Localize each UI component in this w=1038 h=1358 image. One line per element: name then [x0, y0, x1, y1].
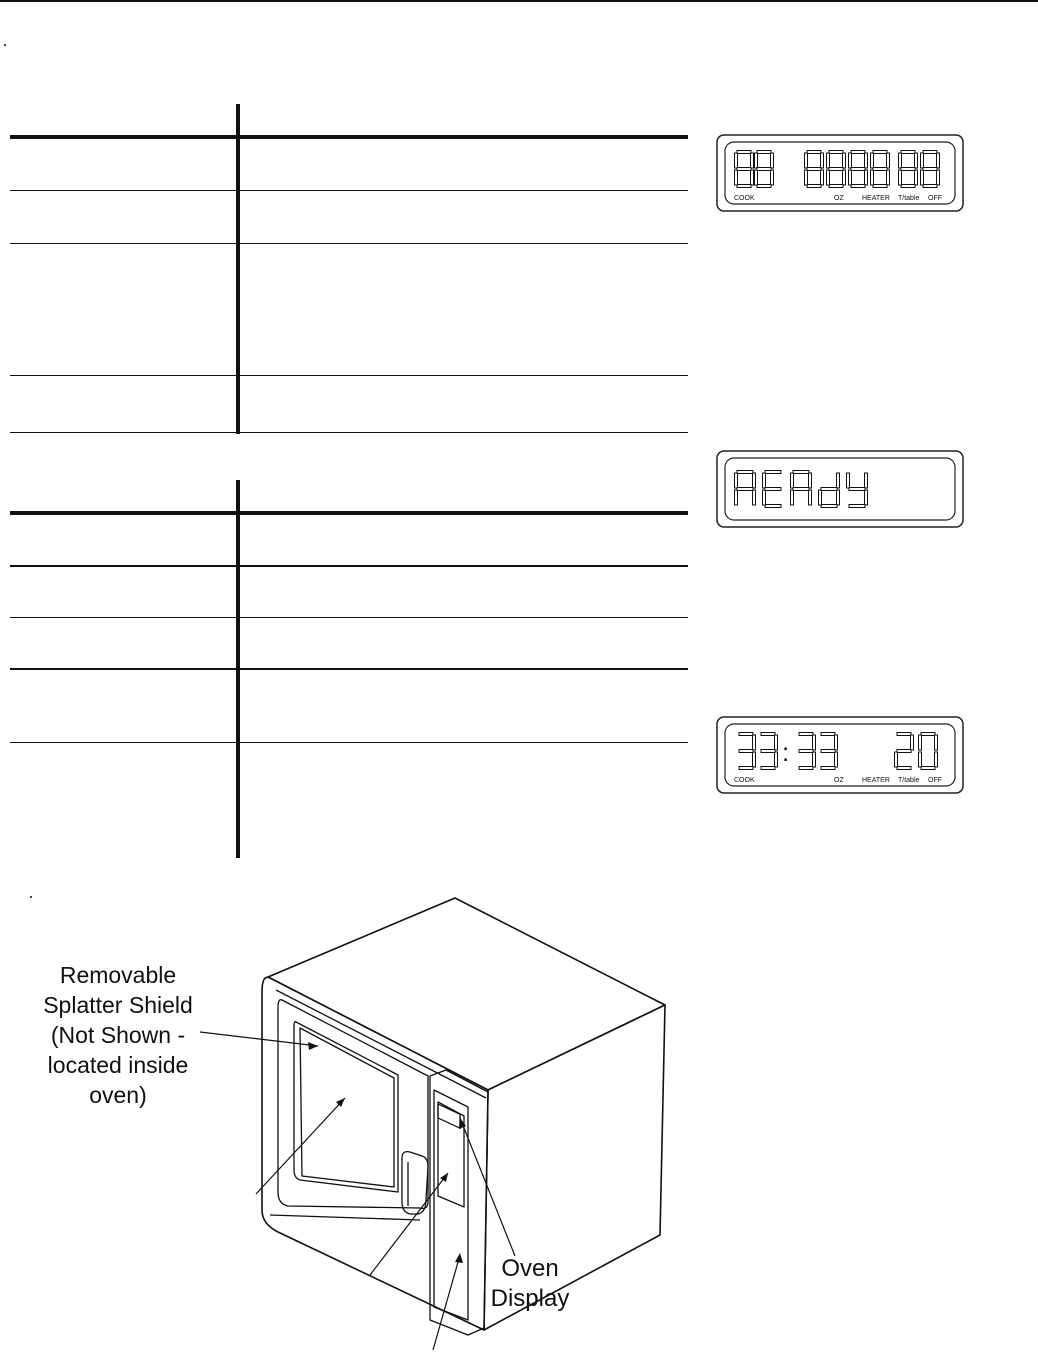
scan-mark	[4, 44, 6, 46]
table-1	[10, 104, 690, 436]
page-top-rule	[0, 0, 1038, 2]
lcd-display-time	[716, 716, 966, 796]
label-line: Display	[490, 1285, 570, 1312]
label-line: Removable	[59, 962, 177, 988]
lcd-colon: :	[782, 737, 790, 767]
table-2-row-rule	[10, 668, 688, 670]
label-line: oven)	[89, 1082, 147, 1108]
table-2-header-rule	[10, 511, 688, 515]
lcd-display-ready	[716, 450, 966, 530]
label-line: (Not Shown -	[50, 1022, 186, 1048]
table-1-bottom-rule	[10, 432, 688, 433]
table-2	[10, 480, 690, 860]
lcd-indicator-ttable: T/table	[898, 195, 920, 202]
lcd-indicator-heater: HEATER	[862, 777, 890, 784]
lcd-indicator-off: OFF	[928, 195, 942, 202]
table-1-header-rule	[10, 135, 688, 139]
lcd-indicator-oz: OZ	[834, 195, 844, 202]
table-1-row-rule	[10, 243, 688, 244]
table-2-row-rule	[10, 565, 688, 567]
lcd-indicator-ttable: T/table	[898, 777, 920, 784]
table-2-row-rule	[10, 742, 688, 743]
table-1-column-divider	[236, 104, 240, 434]
table-2-row-rule	[10, 617, 688, 618]
lcd-display-all-segments	[716, 134, 966, 214]
label-line: Splatter Shield	[43, 992, 193, 1018]
label-line: located inside	[47, 1052, 189, 1078]
oven-drawing	[0, 880, 760, 1353]
splatter-shield-label	[18, 960, 218, 1110]
table-1-row-rule	[10, 375, 688, 376]
lcd-indicator-heater: HEATER	[862, 195, 890, 202]
lcd-indicator-cook: COOK	[734, 777, 755, 784]
label-line: Oven	[501, 1255, 559, 1282]
oven-illustration	[0, 880, 760, 1353]
oven-display-label	[470, 1254, 590, 1314]
lcd-indicator-off: OFF	[928, 777, 942, 784]
table-1-row-rule	[10, 190, 688, 191]
lcd-indicator-cook: COOK	[734, 195, 755, 202]
lcd-indicator-oz: OZ	[834, 777, 844, 784]
